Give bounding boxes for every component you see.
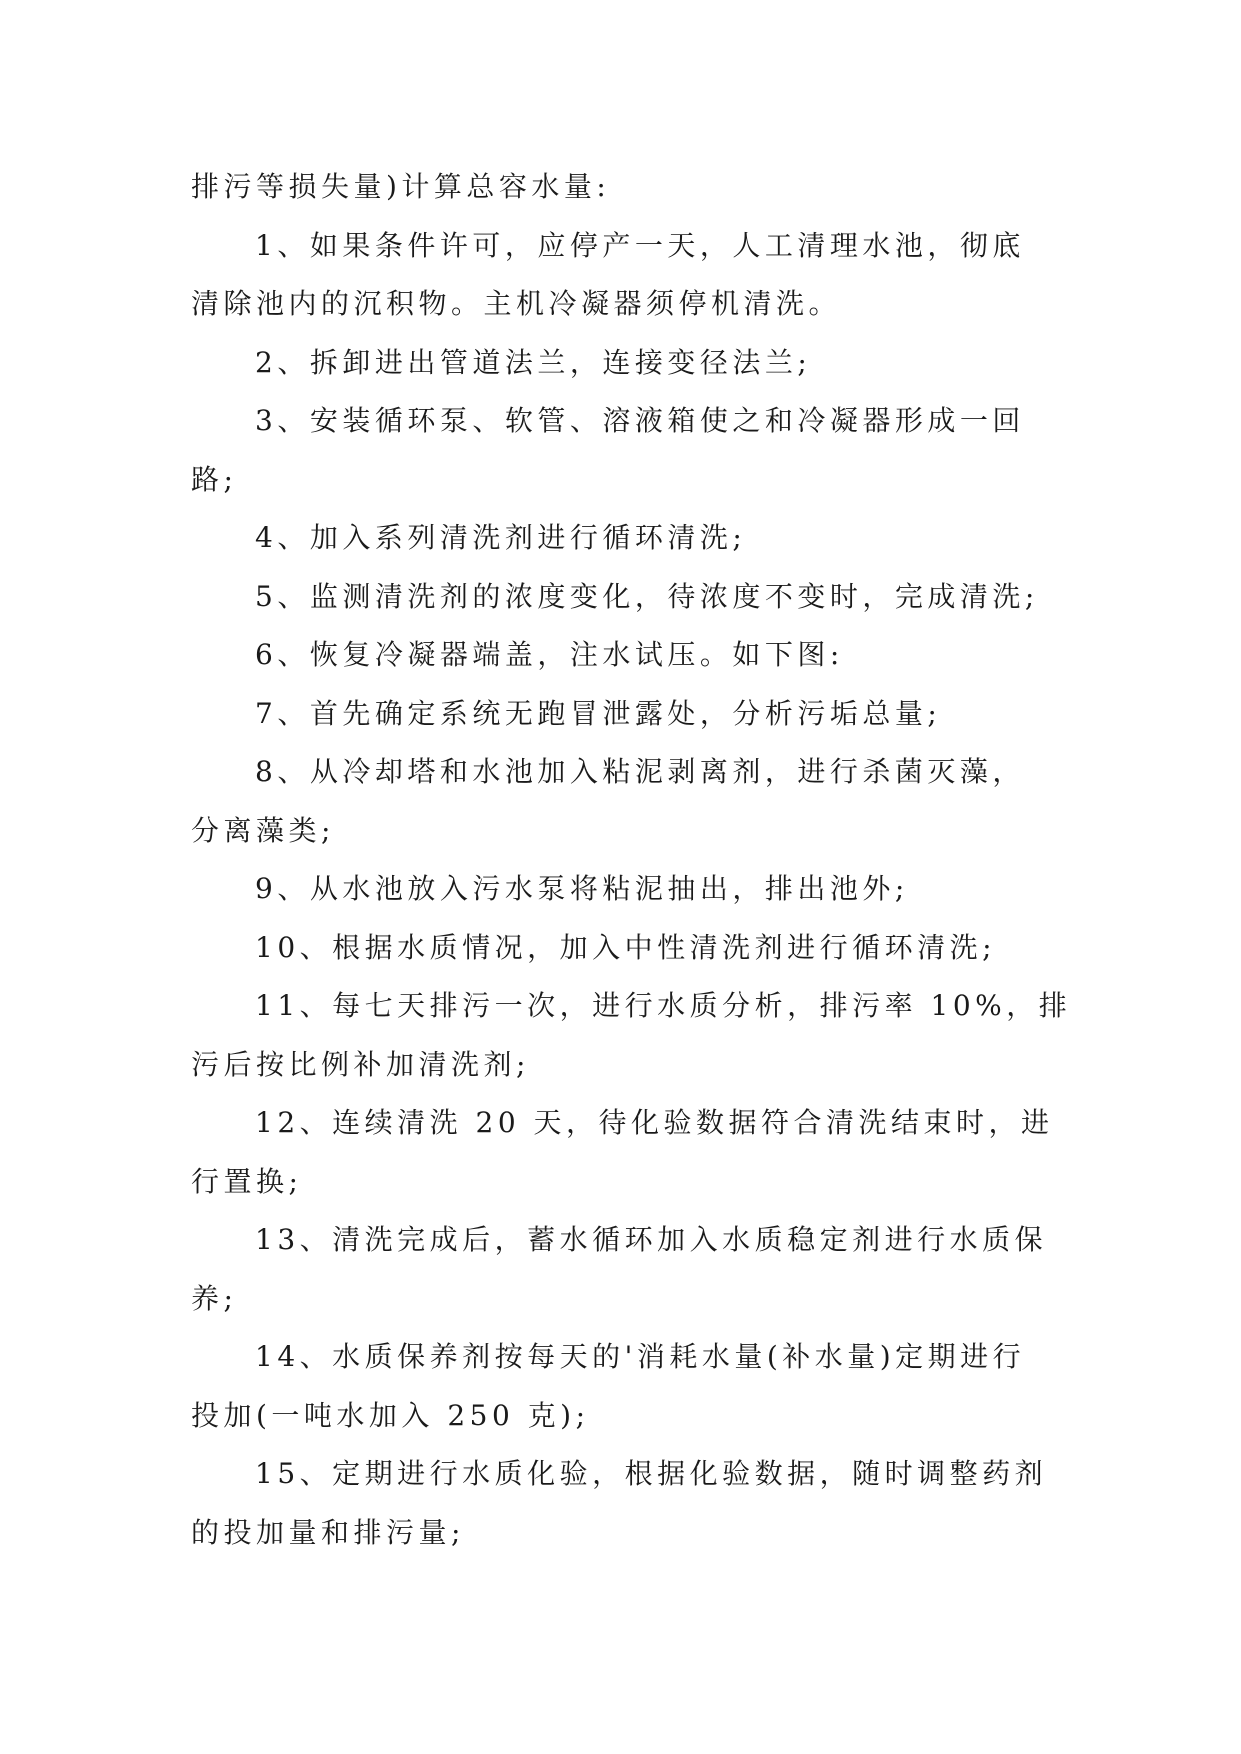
text-line: 分离藻类;	[191, 813, 335, 847]
text-line: 5、监测清洗剂的浓度变化，待浓度不变时，完成清洗;	[255, 579, 1039, 613]
paragraph-step-12	[191, 1094, 1054, 1211]
paragraph-step-4	[191, 509, 1051, 568]
paragraph-step-13	[191, 1211, 1051, 1328]
paragraph-step-8	[191, 743, 1051, 860]
paragraph-step-5	[191, 568, 1051, 627]
paragraph-step-11	[191, 977, 1072, 1094]
text-line: 2、拆卸进出管道法兰，连接变径法兰;	[255, 345, 812, 379]
paragraph-step-14	[191, 1328, 1051, 1445]
text-line: 9、从水池放入污水泵将粘泥抽出，排出池外;	[255, 872, 909, 905]
paragraph-step-3	[191, 392, 1051, 509]
text-line: 行置换;	[191, 1164, 303, 1198]
text-line: 10、根据水质情况，加入中性清洗剂进行循环清洗;	[255, 930, 997, 964]
text-line: 养;	[191, 1281, 238, 1315]
paragraph-step-15	[191, 1445, 1051, 1562]
text-line: 7、首先确定系统无跑冒泄露处，分析污垢总量;	[255, 696, 942, 730]
text-line: 4、加入系列清洗剂进行循环清洗;	[255, 521, 747, 554]
paragraph-intro	[191, 158, 1051, 217]
text-line: 11、每七天排污一次，进行水质分析，排污率 10%，排	[255, 989, 1072, 1022]
text-line: 清除池内的沉积物。主机冷凝器须停机清洗。	[191, 287, 842, 320]
paragraph-step-9	[191, 860, 1051, 919]
text-line: 14、水质保养剂按每天的'消耗水量(补水量)定期进行	[255, 1340, 1026, 1373]
text-line: 污后按比例补加清洗剂;	[191, 1047, 530, 1081]
text-line: 的投加量和排污量;	[191, 1515, 465, 1549]
text-line: 12、连续清洗 20 天，待化验数据符合清洗结束时，进	[255, 1106, 1054, 1139]
paragraph-step-1	[191, 217, 1051, 334]
text-line: 排污等损失量)计算总容水量:	[191, 170, 611, 203]
text-line: 3、安装循环泵、软管、溶液箱使之和冷凝器形成一回	[255, 404, 1025, 437]
text-line: 15、定期进行水质化验，根据化验数据，随时调整药剂	[255, 1457, 1048, 1490]
document-body	[191, 158, 1072, 1562]
text-line: 投加(一吨水加入 250 克);	[191, 1398, 590, 1432]
text-line: 路;	[191, 462, 238, 496]
paragraph-step-10	[191, 919, 1051, 978]
text-line: 1、如果条件许可，应停产一天，人工清理水池，彻底	[255, 228, 1025, 262]
text-line: 8、从冷却塔和水池加入粘泥剥离剂，进行杀菌灭藻，	[255, 755, 1025, 788]
paragraph-step-2	[191, 334, 1051, 393]
text-line: 6、恢复冷凝器端盖，注水试压。如下图:	[255, 638, 844, 671]
text-line: 13、清洗完成后，蓄水循环加入水质稳定剂进行水质保	[255, 1223, 1048, 1256]
paragraph-step-6	[191, 626, 1051, 685]
paragraph-step-7	[191, 685, 1051, 744]
